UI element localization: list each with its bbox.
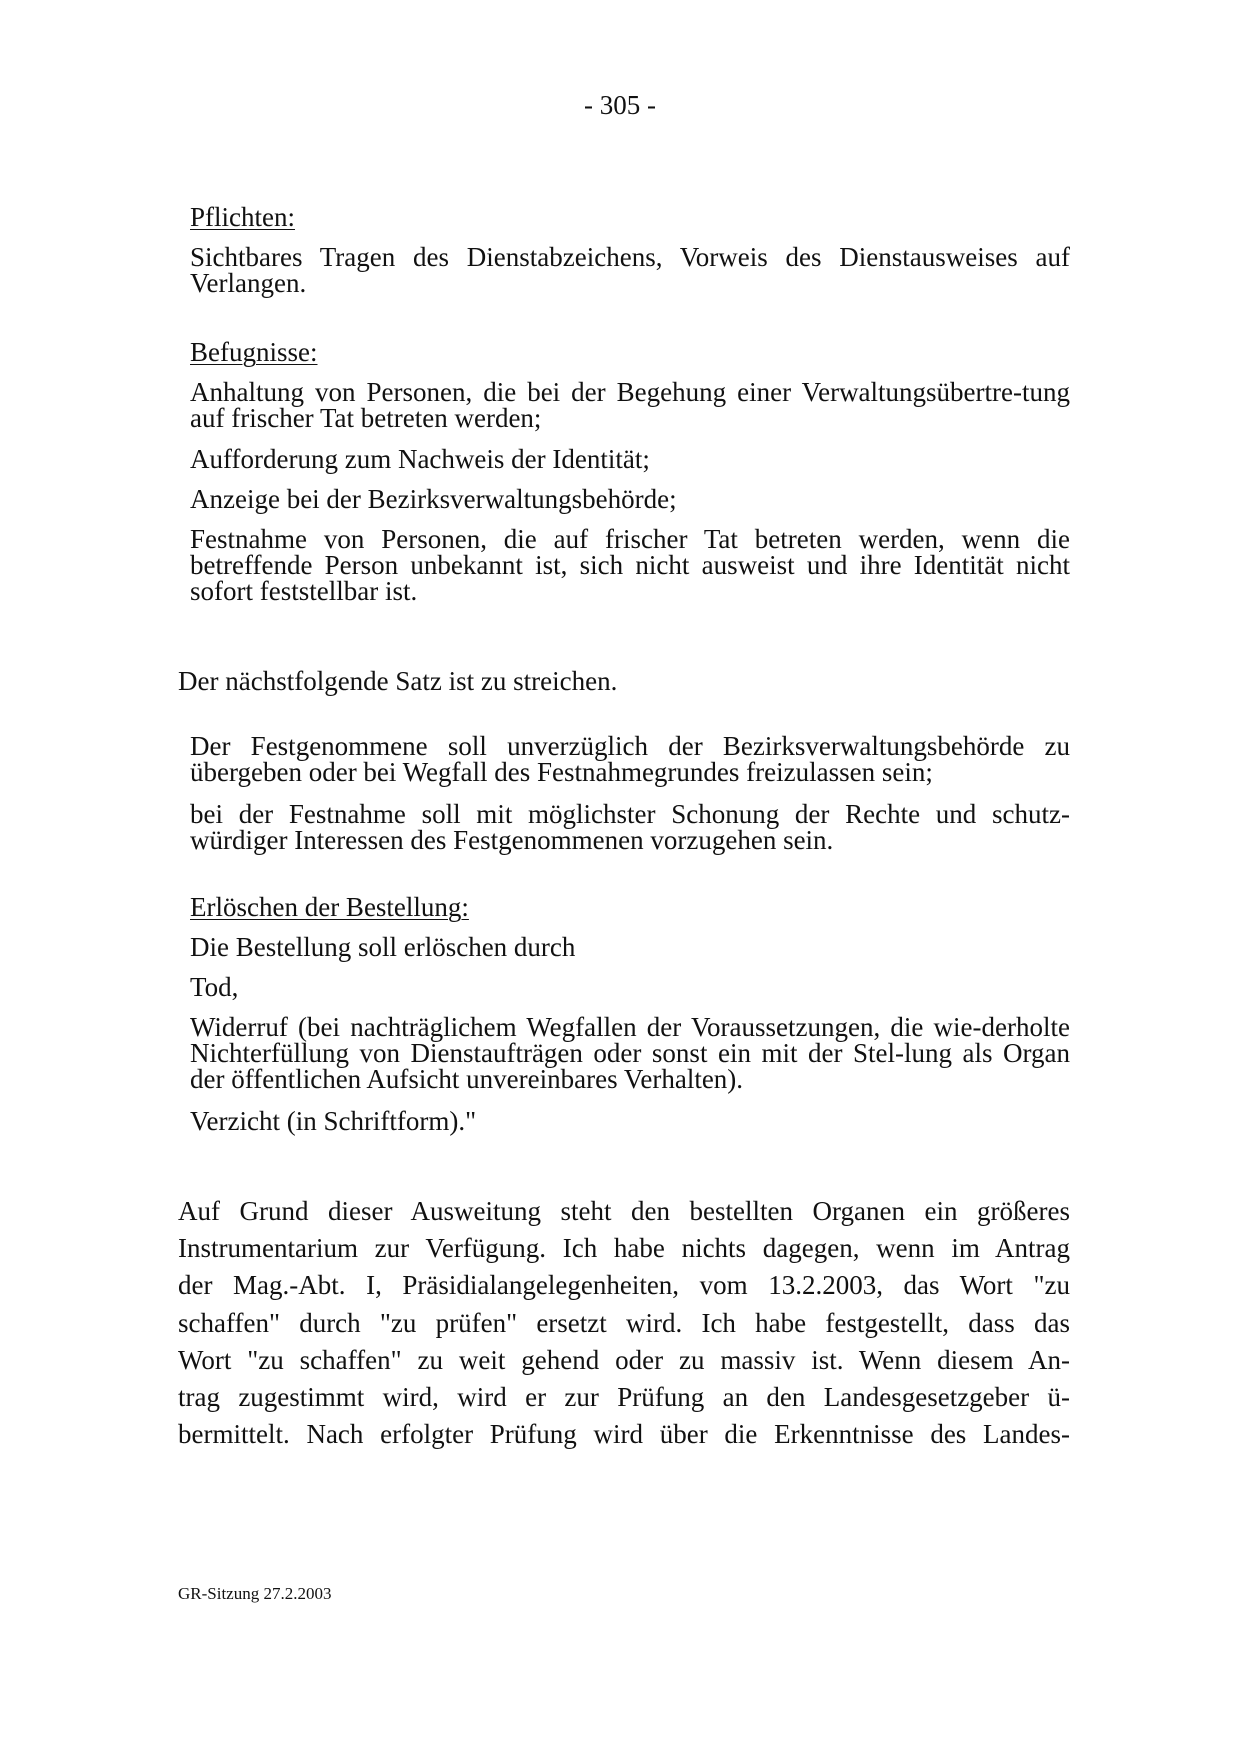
body-line: der Mag.-Abt. I, Präsidialangelegenheiten, vom 13.2.2003, das Wort "zu [178, 1270, 1070, 1301]
erloeschen-intro: Die Bestellung soll erlöschen durch [190, 932, 576, 962]
footer: GR-Sitzung 27.2.2003 [178, 1584, 332, 1603]
pflichten-heading: Pflichten: [190, 202, 295, 232]
body-line: trag zugestimmt wird, wird er zur Prüfung an den Landesgesetzgeber ü- [178, 1382, 1070, 1413]
befugnisse-heading: Befugnisse: [190, 337, 318, 367]
befugnisse-item: Aufforderung zum Nachweis der Identität; [190, 444, 650, 474]
befugnisse-item: Anhaltung von Personen, die bei der Begehung einer Verwaltungsübertre-tung auf frischer Tat betreten werden; [190, 377, 1070, 433]
pflichten-text: Sichtbares Tragen des Dienstabzeichens, Vorweis des Dienstausweises auf Verlangen. [190, 242, 1070, 298]
body-line: Instrumentarium zur Verfügung. Ich habe nichts dagegen, wenn im Antrag [178, 1233, 1070, 1264]
body-line: bermittelt. Nach erfolgter Prüfung wird über die Erkenntnisse des Landes- [178, 1419, 1070, 1450]
erloeschen-heading: Erlöschen der Bestellung: [190, 892, 469, 922]
befugnisse-item: Festnahme von Personen, die auf frischer Tat betreten werden, wenn die betreffende Person unbekannt ist, sich nicht ausweist und ihre Identität nicht sofort feststellbar ist. [190, 524, 1070, 606]
festgenommene-paragraph: bei der Festnahme soll mit möglichster Schonung der Rechte und schutz-würdiger Interessen des Festgenommenen vorzugehen sein. [190, 799, 1070, 855]
festgenommene-paragraph: Der Festgenommene soll unverzüglich der Bezirksverwaltungsbehörde zu übergeben oder bei Wegfall des Festnahmegrundes freizulassen sein; [190, 731, 1070, 787]
body-line: Auf Grund dieser Ausweitung steht den bestellten Organen ein größeres [178, 1196, 1070, 1226]
strike-note: Der nächstfolgende Satz ist zu streichen. [178, 666, 618, 696]
erloeschen-item: Verzicht (in Schriftform)." [190, 1106, 477, 1136]
erloeschen-item: Tod, [190, 972, 239, 1002]
body-line: schaffen" durch "zu prüfen" ersetzt wird. Ich habe festgestellt, dass das [178, 1307, 1070, 1338]
body-line: Wort "zu schaffen" zu weit gehend oder zu massiv ist. Wenn diesem An- [178, 1344, 1070, 1375]
erloeschen-item: Widerruf (bei nachträglichem Wegfallen der Voraussetzungen, die wie-derholte Nichterfüllung von Dienstaufträgen oder sonst ein mit der Stel-lung als Organ der öffentlichen Aufsicht unvereinbares Verhalten). [190, 1012, 1070, 1094]
body-paragraph [178, 1193, 1070, 1453]
befugnisse-item: Anzeige bei der Bezirksverwaltungsbehörde; [190, 484, 677, 514]
page-number: - 305 - [584, 90, 656, 120]
